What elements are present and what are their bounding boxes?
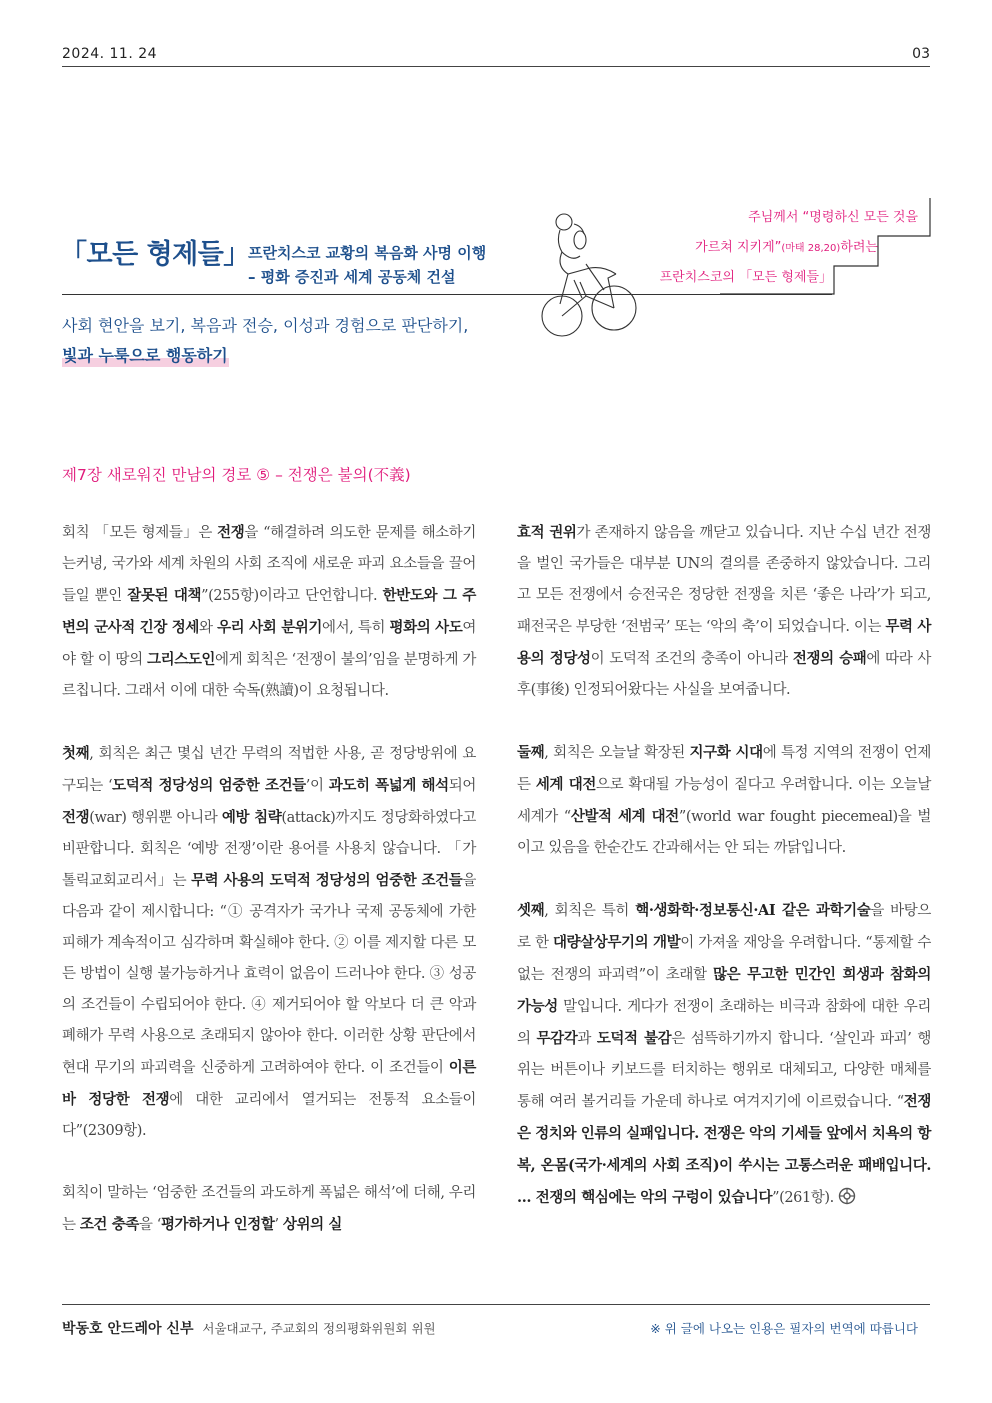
body-text: 회칙이 말하는 ‘엄중한 조건들의 과도하게 폭넓은 해석’에 더해, 우리는 <box>62 1185 476 1233</box>
body-text: 여야 할 이 땅의 <box>62 620 476 668</box>
emphasis-text: 조건 충족 <box>79 1216 139 1233</box>
body-text: 에 대한 교리에서 열거되는 전통적 요소들이다”(2309항). <box>62 1092 476 1139</box>
emphasis-text: 세계 대전 <box>535 776 596 793</box>
body-text: 와 <box>199 620 218 636</box>
quote-line-2-main: 가르쳐 지키게” <box>695 240 782 255</box>
body-text: 을 다음과 같이 제시합니다: “① 공격자가 국가나 국제 공동체에 가한 피해가 계속적이고 심각하며 확실해야 한다. ② 이를 제지할 다른 모든 방법이 실행 불가능하거나 효력이 없음이 드러나야 한다. ③ 성공의 조건들이 수립되어야 한다. ④ 제거되어야 할 악보다 더 큰 악과 폐해가 무력 사용으로 초래되지 않아야 한다. 이러한 상황 판단에서 현대 무기의 파괴력을 신중하게 고려하여야 한다. 이 조건들이 <box>62 873 476 1076</box>
subtitle-line-2: – 평화 증진과 세계 공동체 건설 <box>248 268 456 286</box>
emphasis-text: 둘째 <box>517 744 545 761</box>
paragraph-gap <box>62 1147 476 1178</box>
body-text: 가 존재하지 않음을 깨닫고 있습니다. 지난 수십 년간 전쟁을 벌인 국가들은 대부분 UN의 결의를 존중하지 않았습니다. 그리고 모든 전쟁에서 승전국은 정당한 전쟁을 치른 ‘좋은 나라’가 되고, 패전국은 부당한 ‘전범국’ 또는 ‘악의 축’이 되었습니다. 이는 <box>517 525 931 635</box>
emphasis-text: 전쟁 <box>217 524 245 541</box>
paragraph <box>517 737 931 864</box>
author-affiliation: 서울대교구, 주교회의 정의평화위원회 위원 <box>202 1321 436 1336</box>
paragraph <box>517 895 931 1214</box>
author-name: 박동호 안드레아 신부 <box>62 1321 194 1337</box>
body-text: 을 바탕으로 한 <box>517 903 931 951</box>
emphasis-text: 전쟁은 정치와 인류의 실패입니다. 전쟁은 악의 기세들 앞에서 치욕의 항복, 온몸(국가·세계의 사회 조직)이 쑤시는 고통스러운 패배입니다. … 전쟁의 핵심에는 악의 구렁이 있습니다 <box>517 1093 931 1206</box>
emphasis-text: 한반도와 그 주변의 군사적 긴장 정세 <box>62 587 476 636</box>
emphasis-text: 무감각 <box>536 1030 578 1047</box>
translation-note: ※ 위 글에 나오는 인용은 필자의 번역에 따릅니다 <box>650 1321 918 1336</box>
paragraph-gap <box>62 707 476 738</box>
emphasis-text: 전쟁 <box>62 809 90 826</box>
quote-line-2-tail: 하려는 <box>840 240 878 255</box>
body-text: (attack)까지도 정당화하였다고 비판합니다. 회칙은 ‘예방 전쟁’이란 용어를 사용치 않습니다. 「가톨릭교회교리서」는 <box>62 810 476 889</box>
paragraph <box>517 517 931 706</box>
quote-line-2-ref: (마태 28,20) <box>781 243 841 254</box>
body-text: , 회칙은 특히 <box>544 903 636 919</box>
emphasis-text: 지구화 시대 <box>689 744 763 761</box>
body-text: 은 섬뜩하기까지 합니다. ‘살인과 파괴’ 행위는 버튼이나 키보드를 터치하는 행위로 대체되고, 다양한 매체를 통해 여러 볼거리들 가운데 하나로 여겨지기에 이르렀습니다. “ <box>517 1031 931 1110</box>
paragraph <box>62 1178 476 1241</box>
emphasis-text: 그리스도인 <box>147 651 216 668</box>
body-text: ”(world war fought piecemeal)을 벌이고 있음을 한순간도 간과해서는 안 되는 까닭입니다. <box>517 809 931 856</box>
emphasis-text: 과도히 폭넓게 해석 <box>328 777 449 794</box>
author-credit <box>62 1318 436 1338</box>
page-number: 03 <box>912 46 930 62</box>
series-title: 「모든 형제들」 <box>60 239 250 270</box>
body-text: 에서, 특히 <box>322 620 390 636</box>
emphasis-text: 첫째 <box>62 745 90 762</box>
body-text: 이 가져올 재앙을 우려합니다. “통제할 수 없는 전쟁의 파괴력”이 초래할 <box>517 935 931 983</box>
emphasis-text: 평화의 사도 <box>389 619 463 636</box>
body-text: 되어 <box>448 778 476 794</box>
article-column-right <box>517 517 931 1214</box>
paragraph-gap <box>517 864 931 895</box>
body-text: 과 <box>577 1031 597 1047</box>
emphasis-text: 평가하거나 인정할 <box>160 1216 275 1233</box>
quote-line-2 <box>695 236 878 255</box>
emphasis-text: 핵·생화학·정보통신·AI 같은 과학기술 <box>635 902 871 919</box>
issue-date: 2024. 11. 24 <box>62 46 158 62</box>
emphasis-text: 잘못된 대책 <box>127 587 202 604</box>
body-text: ’이 <box>305 778 329 794</box>
chapter-heading: 제7장 새로워진 만남의 경로 ⑤ – 전쟁은 불의(不義) <box>62 466 411 484</box>
body-text: , 회칙은 최근 몇십 년간 무력의 적법한 사용, 곧 정당방위에 요구되는 ‘ <box>62 746 476 794</box>
emphasis-text: 우리 사회 분위기 <box>217 619 323 636</box>
body-text: (war) 행위뿐 아니라 <box>89 810 222 826</box>
emphasis-text: 효적 권위 <box>517 524 577 541</box>
end-mark-icon <box>838 1187 856 1205</box>
body-text: 말입니다. 게다가 전쟁이 초래하는 비극과 참화에 대한 우리의 <box>517 999 931 1047</box>
emphasis-text: 산발적 세계 대전 <box>570 808 679 825</box>
emphasis-text: 예방 침략 <box>221 809 282 826</box>
body-text: , 회칙은 오늘날 확장된 <box>544 745 690 761</box>
emphasis-text: 이른바 정당한 전쟁 <box>62 1059 476 1108</box>
motto-line-1: 사회 현안을 보기, 복음과 전승, 이성과 경험으로 판단하기, <box>62 316 469 335</box>
body-text: ’ <box>274 1217 283 1233</box>
motto-line-2: 빛과 누룩으로 행동하기 <box>62 346 228 365</box>
body-text: 회칙 「모든 형제들」은 <box>62 525 218 541</box>
emphasis-text: 대량살상무기의 개발 <box>552 934 681 951</box>
body-text: 에게 회칙은 ‘전쟁이 불의’임을 분명하게 가르칩니다. 그래서 이에 대한 숙독(熟讀)이 요청됩니다. <box>62 652 476 699</box>
emphasis-text: 셋째 <box>517 902 545 919</box>
paragraph <box>62 738 476 1147</box>
body-text: 으로 확대될 가능성이 짙다고 우려합니다. 이는 오늘날 세계가 “ <box>517 777 931 825</box>
emphasis-text: 전쟁의 승패 <box>792 650 867 667</box>
quote-line-1: 주님께서 “명령하신 모든 것을 <box>748 210 918 225</box>
paragraph <box>62 517 476 707</box>
body-text: 을 ‘ <box>138 1217 161 1233</box>
body-text: ”(261항). <box>772 1190 839 1206</box>
body-text: ”(255항)이라고 단언합니다. <box>201 588 383 604</box>
quote-line-3: 프란치스코의 「모든 형제들」 <box>659 270 832 285</box>
emphasis-text: 도덕적 정당성의 엄중한 조건들 <box>112 777 306 794</box>
body-text: 에 따라 사후(事後) 인정되어왔다는 사실을 보여줍니다. <box>517 651 932 698</box>
footer-rule <box>62 1304 930 1305</box>
body-text: 에 특정 지역의 전쟁이 언제든 <box>517 745 932 793</box>
paragraph-gap <box>517 706 931 737</box>
body-text: 이 도덕적 조건의 충족이 아니라 <box>590 651 793 667</box>
emphasis-text: 무력 사용의 정당성 <box>517 618 931 667</box>
emphasis-text: 많은 무고한 민간인 희생과 참화의 가능성 <box>517 966 931 1015</box>
emphasis-text: 무력 사용의 도덕적 정당성의 엄중한 조건들 <box>191 872 463 889</box>
body-text: 을 “해결하려 의도한 문제를 해소하기는커녕, 국가와 세계 차원의 사회 조직에 새로운 파괴 요소들을 끌어들일 뿐인 <box>62 525 476 604</box>
emphasis-text: 상위의 실 <box>282 1216 342 1233</box>
subtitle-line-1: 프란치스코 교황의 복음화 사명 이행 <box>248 244 487 262</box>
article-column-left <box>62 517 476 1241</box>
emphasis-text: 도덕적 불감 <box>596 1030 672 1047</box>
header-rule <box>62 66 930 67</box>
